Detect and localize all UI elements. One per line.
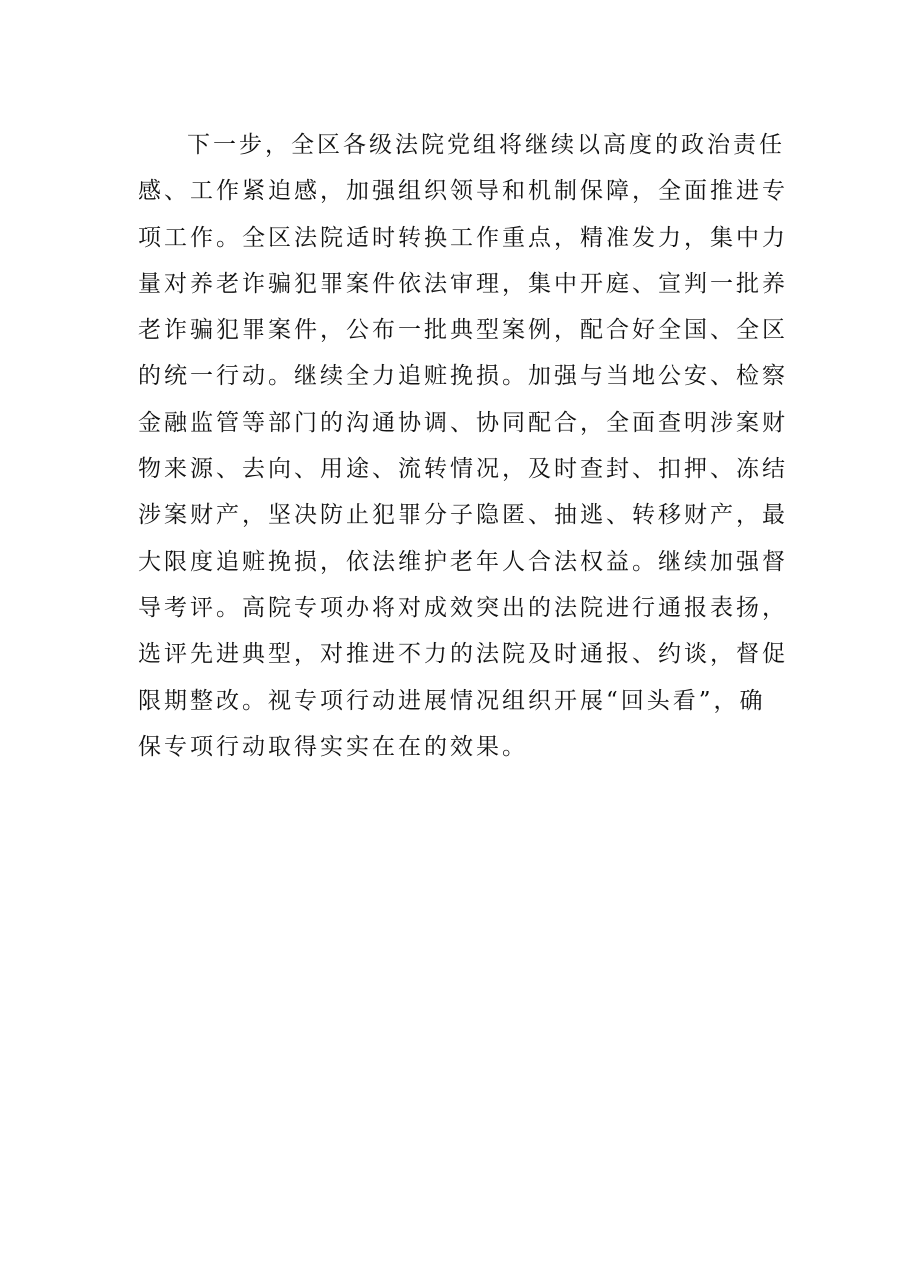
paragraph-line: 感、工作紧迫感，加强组织领导和机制保障，全面推进专 — [138, 178, 788, 205]
paragraph-line: 项工作。全区法院适时转换工作重点，精准发力，集中力 — [138, 224, 788, 251]
paragraph-line: 量对养老诈骗犯罪案件依法审理，集中开庭、宣判一批养 — [138, 270, 788, 297]
paragraph-line: 选评先进典型，对推进不力的法院及时通报、约谈，督促 — [138, 641, 788, 668]
paragraph-line: 金融监管等部门的沟通协调、协同配合，全面查明涉案财 — [138, 409, 788, 436]
paragraph-line: 物来源、去向、用途、流转情况，及时查封、扣押、冻结 — [138, 456, 788, 483]
paragraph-line: 保专项行动取得实实在在的效果。 — [138, 733, 528, 760]
paragraph-line: 下一步，全区各级法院党组将继续以高度的政治责任 — [187, 132, 785, 158]
paragraph-line: 的统一行动。继续全力追赃挽损。加强与当地公安、检察 — [138, 363, 788, 390]
paragraph-line: 涉案财产，坚决防止犯罪分子隐匿、抽逃、转移财产，最 — [138, 502, 788, 529]
paragraph-line: 限期整改。视专项行动进展情况组织开展“回头看”，确 — [138, 687, 766, 714]
paragraph-line: 大限度追赃挽损，依法维护老年人合法权益。继续加强督 — [138, 548, 788, 575]
paragraph-line: 导考评。高院专项办将对成效突出的法院进行通报表扬， — [138, 594, 788, 621]
paragraph-line: 老诈骗犯罪案件，公布一批典型案例，配合好全国、全区 — [138, 317, 788, 344]
body-paragraph — [138, 122, 788, 770]
